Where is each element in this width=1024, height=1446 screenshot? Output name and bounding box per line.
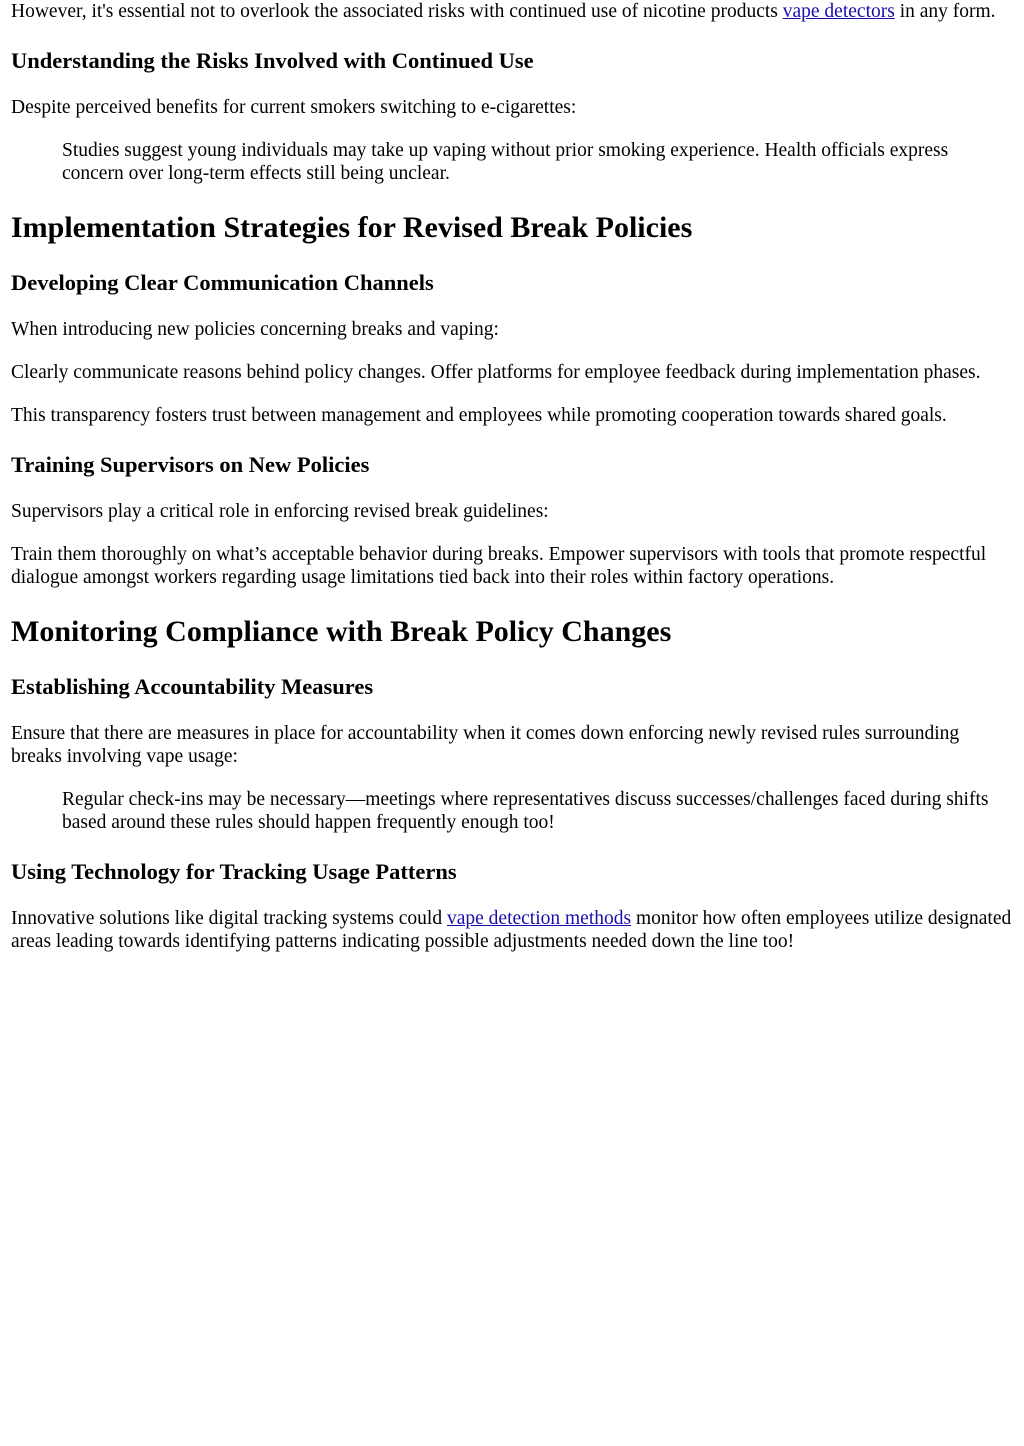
vape-detection-methods-link[interactable]: vape detection methods bbox=[446, 908, 632, 929]
training-paragraph-1: Supervisors play a critical role in enforcing revised break guidelines: bbox=[11, 501, 549, 522]
monitoring-heading: Monitoring Compliance with Break Policy Changes bbox=[11, 615, 672, 648]
accountability-paragraph: Ensure that there are measures in place for accountability when it comes down enforcing newly revised rules surrounding breaks involving vape usage: bbox=[11, 723, 960, 767]
intro-text-before: However, it's essential not to overlook the associated risks with continued use of nicotine products bbox=[11, 1, 783, 22]
communication-paragraph-3: This transparency fosters trust between management and employees while promoting cooperation towards shared goals. bbox=[11, 405, 947, 426]
accountability-heading: Establishing Accountability Measures bbox=[11, 674, 374, 699]
technology-text-after: monitor how often employees utilize designated areas leading towards identifying patterns indicating possible adjustments needed down the line too! bbox=[11, 908, 1012, 952]
communication-paragraph-1: When introducing new policies concerning breaks and vaping: bbox=[11, 319, 499, 340]
accountability-quote: Regular check-ins may be necessary—meetings where representatives discuss successes/challenges faced during shifts based around these rules should happen frequently enough too! bbox=[62, 789, 989, 833]
technology-paragraph bbox=[11, 907, 1014, 953]
vape-detectors-link[interactable]: vape detectors bbox=[782, 1, 895, 22]
intro-paragraph bbox=[11, 0, 1014, 23]
training-paragraph-2: Train them thoroughly on what’s acceptable behavior during breaks. Empower supervisors with tools that promote respectful dialogue amongst workers regarding usage limitations tied back into their roles within factory operations. bbox=[11, 544, 987, 588]
technology-heading: Using Technology for Tracking Usage Patterns bbox=[11, 859, 457, 884]
implementation-heading: Implementation Strategies for Revised Break Policies bbox=[11, 211, 693, 244]
training-heading: Training Supervisors on New Policies bbox=[11, 452, 370, 477]
technology-text-before: Innovative solutions like digital tracking systems could bbox=[11, 908, 447, 929]
intro-text-after: in any form. bbox=[894, 1, 996, 22]
risks-paragraph: Despite perceived benefits for current smokers switching to e-cigarettes: bbox=[11, 97, 577, 118]
risks-heading: Understanding the Risks Involved with Continued Use bbox=[11, 48, 534, 73]
risks-quote: Studies suggest young individuals may take up vaping without prior smoking experience. Health officials express concern over long-term effects still being unclear. bbox=[62, 140, 949, 184]
communication-paragraph-2: Clearly communicate reasons behind policy changes. Offer platforms for employee feedback during implementation phases. bbox=[11, 362, 981, 383]
communication-heading: Developing Clear Communication Channels bbox=[11, 270, 434, 295]
